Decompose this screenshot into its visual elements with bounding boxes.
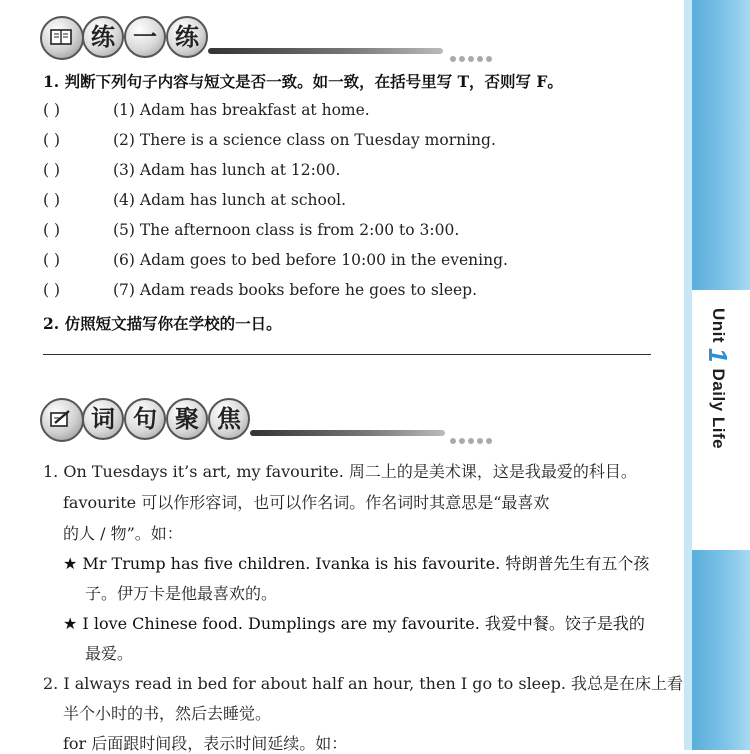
point-2-sentence: 2. I always read in bed for about half an hour, then I go to sleep. 我总是在床上看 (43, 674, 684, 693)
tab-edge-strip (684, 0, 692, 750)
answer-blank[interactable]: ( ) (43, 191, 61, 209)
tf-item-3 (43, 161, 340, 179)
tf-item-text: (4) Adam has lunch at school. (113, 191, 347, 209)
tf-item-2 (43, 131, 496, 149)
point-2-explanation: for 后面跟时间段，表示时间延续。如： (63, 734, 348, 753)
tf-item-text: (2) There is a science class on Tuesday morning. (113, 131, 496, 149)
unit-word: Unit (709, 308, 728, 344)
example-2: ★ I love Chinese food. Dumplings are my favourite. 我爱中餐。饺子是我的 (63, 614, 645, 633)
header-bar (250, 430, 445, 436)
example-1-cont: 子。伊万卡是他最喜欢的。 (85, 584, 278, 603)
point-1-explanation: favourite 可以作形容词，也可以作名词。作名词时其意思是“最喜欢 (63, 493, 550, 512)
tf-item-4 (43, 191, 346, 209)
tf-item-1 (43, 101, 370, 119)
pencil-icon (40, 398, 84, 442)
answer-blank[interactable]: ( ) (43, 281, 61, 299)
example-2-cont: 最爱。 (85, 644, 134, 663)
book-icon (40, 16, 84, 60)
header-char-1: 练 (82, 16, 124, 58)
header-char-2: 一 (124, 16, 166, 58)
header-dots (450, 429, 495, 448)
tf-item-text: (6) Adam goes to bed before 10:00 in the evening. (113, 251, 508, 269)
answer-blank[interactable]: ( ) (43, 221, 61, 239)
answer-blank[interactable]: ( ) (43, 101, 61, 119)
header-char-1: 词 (82, 398, 124, 440)
point-1-sentence: 1. On Tuesdays it’s art, my favourite. 周二上的是美术课，这是我最爱的科目。 (43, 462, 637, 481)
point-1-explanation-cont: 的人 / 物”。如： (63, 524, 183, 543)
focus-section-header (40, 396, 510, 440)
answer-blank[interactable]: ( ) (43, 131, 61, 149)
unit-side-tab (692, 0, 750, 750)
question-1-title: 1. 判断下列句子内容与短文是否一致。如一致，在括号里写 T，否则写 F。 (43, 72, 563, 91)
tf-item-text: (5) The afternoon class is from 2:00 to 3:00. (113, 221, 460, 239)
unit-tab-label (692, 290, 750, 550)
point-2-translation: 半个小时的书，然后去睡觉。 (63, 704, 272, 723)
tf-item-text: (1) Adam has breakfast at home. (113, 101, 370, 119)
tf-item-7 (43, 281, 477, 299)
practice-section-header (40, 14, 510, 58)
header-char-2: 句 (124, 398, 166, 440)
answer-blank[interactable]: ( ) (43, 251, 61, 269)
tf-item-5 (43, 221, 459, 239)
unit-number: 1 (703, 348, 733, 364)
writing-line[interactable] (43, 354, 651, 355)
unit-title: Daily Life (709, 368, 728, 450)
header-char-3: 练 (166, 16, 208, 58)
tf-item-text: (3) Adam has lunch at 12:00. (113, 161, 341, 179)
question-2-title: 2. 仿照短文描写你在学校的一日。 (43, 314, 282, 333)
header-char-4: 焦 (208, 398, 250, 440)
header-dots (450, 47, 495, 66)
example-1: ★ Mr Trump has five children. Ivanka is his favourite. 特朗普先生有五个孩 (63, 554, 650, 573)
tf-item-text: (7) Adam reads books before he goes to sleep. (113, 281, 478, 299)
header-char-3: 聚 (166, 398, 208, 440)
header-bar (208, 48, 443, 54)
answer-blank[interactable]: ( ) (43, 161, 61, 179)
tf-item-6 (43, 251, 508, 269)
